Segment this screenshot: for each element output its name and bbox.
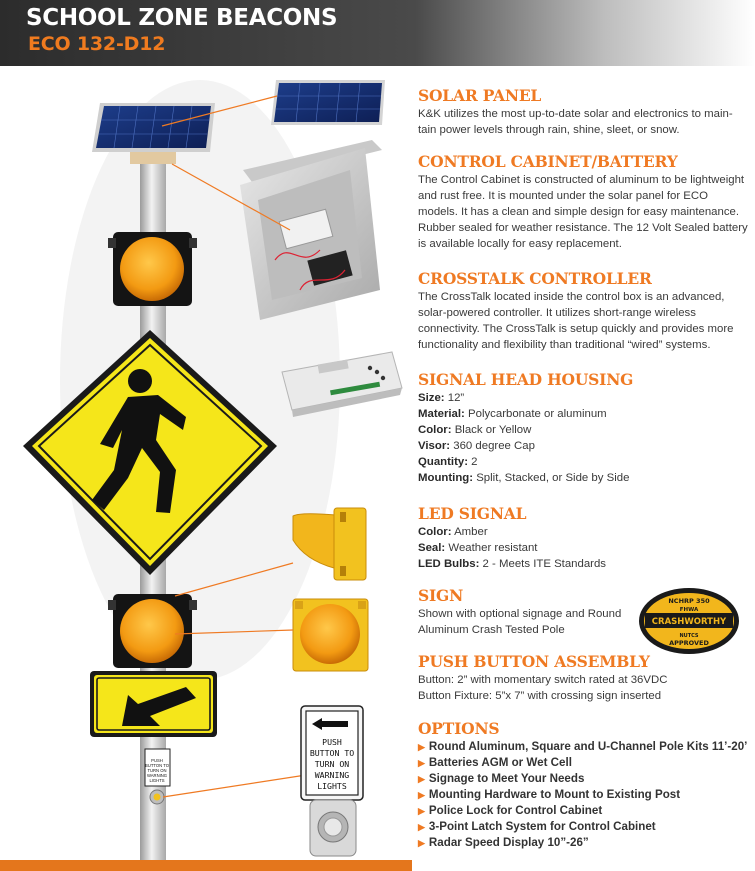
spec-material: Material: Polycarbonate or aluminum (418, 408, 607, 420)
upper-beacon (108, 232, 197, 306)
push-sign-line5: LIGHTS (317, 781, 347, 791)
section-push-button (418, 653, 750, 704)
lower-beacon (108, 594, 197, 668)
section-solar-panel (418, 87, 750, 138)
triangle-bullet-icon: ▶ (418, 742, 425, 752)
option-item: ▶ Batteries AGM or Wet Cell (418, 756, 572, 769)
push-button-heading: PUSH BUTTON ASSEMBLY (418, 652, 650, 671)
triangle-bullet-icon: ▶ (418, 806, 425, 816)
spec-size: Size: 12” (418, 392, 465, 404)
options-heading: OPTIONS (418, 719, 500, 738)
option-item: ▶ Police Lock for Control Cabinet (418, 804, 603, 817)
section-options (418, 720, 750, 851)
bottom-accent-bar (0, 860, 412, 871)
sign-body: Shown with optional signage and Round Aluminum Crash Tested Pole (418, 608, 622, 636)
spec-mounting: Mounting: Split, Stacked, or Side by Side (418, 472, 630, 484)
seal-middle-text: CRASHWORTHY (651, 617, 727, 627)
control-cabinet-image (240, 140, 382, 320)
callout-line-push (163, 775, 306, 797)
spec-quantity: Quantity: 2 (418, 456, 478, 468)
option-item: ▶ Signage to Meet Your Needs (418, 772, 585, 785)
option-item: ▶ Round Aluminum, Square and U-Channel Pole Kits 11’-20’ (418, 740, 748, 753)
push-sign-line4: WARNING (314, 770, 350, 780)
option-item: ▶ 3-Point Latch System for Control Cabinet (418, 820, 656, 833)
led-signal-heading: LED SIGNAL (418, 504, 527, 523)
small-push-sign-line5: LIGHTS (149, 778, 165, 783)
push-button-sign (301, 706, 363, 856)
push-sign-line2: BUTTON TO (309, 748, 355, 758)
page-title: SCHOOL ZONE BEACONS (26, 5, 338, 31)
push-button (324, 818, 342, 836)
upper-beacon-lens (120, 237, 184, 301)
option-item: ▶ Mounting Hardware to Mount to Existing Post (418, 788, 681, 801)
small-push-sign-line4: WARNING (146, 773, 168, 778)
section-sign (418, 587, 633, 638)
section-led-signal (418, 505, 750, 572)
solar-panel-heading: SOLAR PANEL (418, 86, 542, 105)
crosstalk-body: The CrossTalk located inside the control box is an advanced, solar-powered controller. It utilizes short-range wireless connectivity. The CrossTalk is setup quickly and provides more functionality and flexibility than traditional “wired” systems. (418, 291, 734, 351)
model-number: ECO 132-D12 (28, 33, 166, 55)
triangle-bullet-icon: ▶ (418, 838, 425, 848)
spec-visor: Visor: 360 degree Cap (418, 440, 535, 452)
led-signal-image (293, 599, 368, 671)
control-cabinet-body: The Control Cabinet is constructed of aluminum to be lightweight and rust free. It is mounted under the solar panel for ECO models. It has a clean and simple design for easy maintenance. Rubber sealed for weather resistance. The 12 Volt Sealed battery is available locally for easy replacement. (418, 174, 748, 250)
led-spec-color: Color: Amber (418, 526, 488, 538)
triangle-bullet-icon: ▶ (418, 790, 425, 800)
spec-color: Color: Black or Yellow (418, 424, 532, 436)
seal-brand-text: FHWA (679, 607, 699, 613)
lower-beacon-lens (120, 599, 184, 663)
seal-bottom-text: APPROVED (669, 639, 709, 647)
option-item: ▶ Radar Speed Display 10”-26” (418, 836, 589, 849)
triangle-bullet-icon: ▶ (418, 774, 425, 784)
seal-side-text: NUTCS (679, 633, 699, 639)
solar-panel-detail (271, 80, 385, 125)
push-sign-line3: TURN ON (314, 759, 350, 769)
header-banner (0, 0, 755, 66)
seal-top-text: NCHRP 350 (668, 597, 710, 605)
push-button-line-2: Button Fixture: 5”x 7” with crossing sign inserted (418, 690, 662, 702)
led-spec-seal: Seal: Weather resistant (418, 542, 538, 554)
triangle-bullet-icon: ▶ (418, 822, 425, 832)
sign-heading: SIGN (418, 586, 464, 605)
signal-head-heading: SIGNAL HEAD HOUSING (418, 370, 634, 389)
solar-panel-body: K&K utilizes the most up-to-date solar and electronics to main-tain power levels through rain, shine, sleet, or snow. (418, 108, 733, 136)
section-signal-head (418, 371, 750, 486)
crashworthy-seal (637, 586, 741, 656)
product-illustration (0, 66, 412, 871)
triangle-bullet-icon: ▶ (418, 758, 425, 768)
control-cabinet-heading: CONTROL CABINET/BATTERY (418, 152, 678, 171)
crosstalk-heading: CROSSTALK CONTROLLER (418, 269, 652, 288)
small-push-sign-line1: PUSH (151, 758, 163, 763)
section-control-cabinet (418, 153, 750, 252)
small-push-sign-line2: BUTTON TO (145, 763, 169, 768)
direction-arrow-sign (90, 671, 217, 737)
section-crosstalk (418, 270, 750, 353)
small-push-sign-line3: TURN ON (147, 768, 167, 773)
push-button-line-1: Button: 2” with momentary switch rated at 36VDC (418, 674, 668, 686)
led-spec-bulbs: LED Bulbs: 2 - Meets ITE Standards (418, 558, 607, 570)
push-sign-line1: PUSH (322, 737, 342, 747)
